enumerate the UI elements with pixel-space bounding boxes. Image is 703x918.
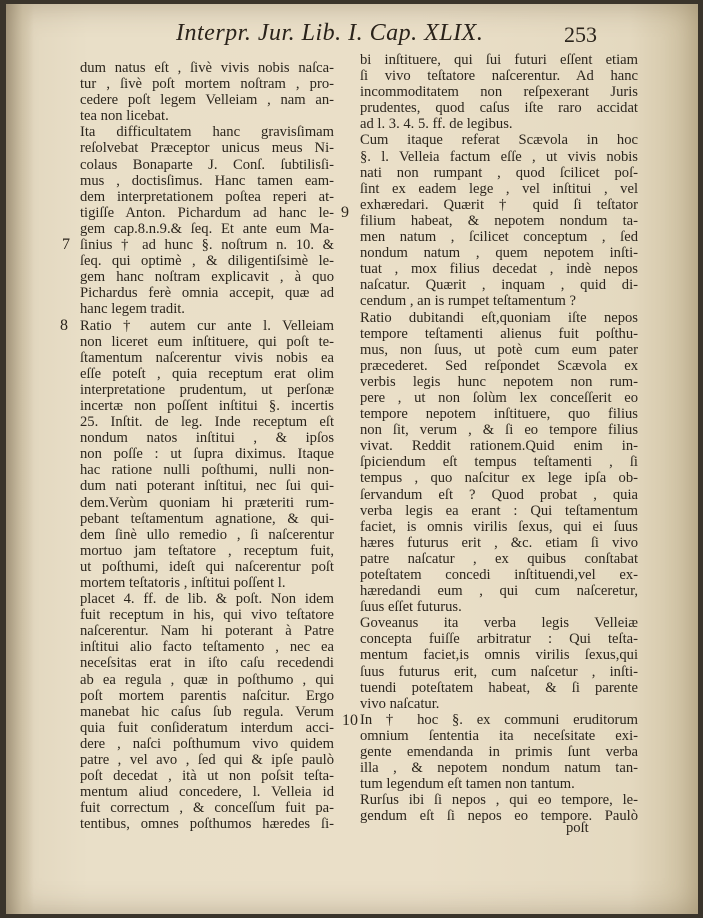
text-line: exhæredari. Quærit † quid ſi teſtator — [360, 196, 638, 213]
text-line: eſſe poteſt , quia receptum erat olim — [80, 365, 334, 382]
text-line: gem cap.8.n.9.& ſeq. Et ante eum Ma- — [80, 220, 334, 237]
text-line: patre naſcatur , ex quibus conſtabat — [360, 550, 638, 567]
text-line: gem hanc noſtram explicavit , à quo — [80, 269, 334, 286]
text-line: interpretatione prudentum, ut perſonæ — [80, 381, 334, 398]
page-number: 253 — [564, 22, 597, 47]
text-line: Pichardus ferè omnia accepit, quæ ad — [80, 285, 334, 302]
text-line: cendum , an is rumpet teſtamentum ? — [360, 293, 577, 310]
text-line: concepta fuiſſe arbitratur : Qui teſta- — [360, 631, 638, 648]
text-line: Ratio dubitandi eſt,quoniam iſte nepos — [360, 309, 638, 326]
text-line: verba legis ea erant : Qui teſtamentum — [360, 502, 638, 519]
text-line: poteſtatem concedi inſtituendi,vel ex- — [360, 567, 638, 583]
text-line: quia fuit conſideratum interdum acci- — [80, 719, 334, 736]
page-gutter-shadow — [6, 4, 34, 914]
text-line: Rurſus ibi ſi nepos , qui eo tempore, le- — [360, 792, 638, 809]
text-line: nati non rumpant , quod ſcilicet poſ- — [360, 164, 638, 181]
text-line: placet 4. ff. de lib. & poſt. Non idem — [80, 591, 334, 608]
text-line: tuendi poteſtatem habeat, & ſi parente — [360, 679, 638, 696]
text-line: tur , ſivè poſt mortem noſtram , pro- — [80, 76, 334, 93]
text-line: neceſsitas erat in iſto caſu recedendi — [80, 655, 334, 672]
text-line: præcederet. Sed reſpondet Scævola ex — [360, 357, 638, 374]
text-line: nondum natos inſtitui , & ipſos — [80, 430, 334, 447]
text-line: fuit receptum in his, qui vivo teſtatore — [80, 607, 334, 624]
running-title: Interpr. Jur. Lib. I. Cap. XLIX. — [176, 20, 484, 46]
margin-number-9: 9 — [341, 204, 349, 221]
text-line: tempore teſtamenti alienus fuit poſthu- — [360, 325, 638, 342]
text-line: pere , ut non ſolùm lex conceſſerit eo — [360, 389, 638, 406]
text-line: faciet, is omnis virilis ſexus, qui ei ſuus — [360, 518, 638, 535]
text-line: incertæ non poſſent inſtitui §. incertis — [80, 397, 334, 414]
text-line: ſeq. qui optimè , & diligentiſsimè le- — [80, 253, 334, 270]
text-line: non liceret eum inſtituere, qui poſt te- — [80, 333, 334, 350]
text-line: ut poſthumi, ideſt qui naſcerentur poſt — [80, 558, 334, 575]
text-line: reſolvebat Præceptor unicus meus Ni- — [80, 140, 334, 157]
text-line: patre , vel avo , ſed qui & ipſe paulò — [80, 752, 334, 769]
text-line: §. l. Velleia factum eſſe , ut vivis nobis — [360, 148, 638, 165]
text-line: mentum aliud concedere, l. Velleia id — [80, 784, 334, 801]
text-line: tum legendum eſt tamen non tantum. — [360, 776, 575, 793]
text-line: men natum , ſcilicet conceptum , ſed — [360, 229, 638, 246]
text-line: poſt decedat , ità ut non poſsit teſta- — [80, 768, 334, 785]
text-line: vivo naſcatur. — [360, 695, 440, 712]
text-line: hæredandi eum , qui cum naſceretur, — [360, 583, 638, 600]
text-line: In † hoc §. ex communi eruditorum — [360, 711, 638, 728]
text-line: dum natus eſt , ſivè vivis nobis naſca- — [80, 60, 334, 76]
text-line: colaus Bonaparte J. Conſ. ſubtilisſi- — [80, 156, 334, 173]
text-line: manebat hic caſus ſub regula. Verum — [80, 703, 334, 720]
text-line: mortem teſtatoris , inſtitui poſſent l. — [80, 575, 286, 591]
text-line: naſcerentur. Nam hi poterant à Patre — [80, 623, 334, 640]
text-line: hac ratione nulli poſthumi, nulli non- — [80, 462, 334, 479]
text-line: gendum eſt ſi nepos eo tempore. Paulò — [360, 808, 638, 825]
text-line: non ſit, verum , & ſi eo tempore filius — [360, 422, 638, 439]
text-line: Ita difficultatem hanc gravisſimam — [80, 124, 334, 141]
text-line: ſi vivo teſtatore naſcerentur. Ad hanc — [360, 68, 638, 85]
text-line: incommoditatem non reſpexerant Juris — [360, 84, 638, 101]
text-line: fuit correctum , & conceſſum fuit pa- — [80, 800, 334, 817]
text-line: ſervandum eſt ? Quod probat , quia — [360, 486, 638, 503]
text-line: non poſſe : ut ſupra diximus. Itaque — [80, 446, 334, 463]
margin-number-10: 10 — [342, 712, 358, 729]
text-line: dem.Verùm quoniam hi præteriti rum- — [80, 494, 334, 511]
text-line: dem ſinè ullo remedio , ſi naſcerentur — [80, 526, 334, 543]
text-line: tentibus, omnes poſthumos hæredes ſi- — [80, 816, 334, 833]
right-column — [360, 52, 638, 825]
text-line: pebant teſtamentum agnatione, & qui- — [80, 510, 334, 527]
margin-number-8: 8 — [60, 317, 68, 334]
text-line: ad l. 3. 4. 5. ff. de legibus. — [360, 116, 513, 133]
margin-number-7: 7 — [62, 236, 70, 253]
text-line: ſpiciendum eſt tempus teſtamenti , ſi — [360, 454, 638, 471]
text-line: ſinius † ad hunc §. noſtrum n. 10. & — [80, 237, 334, 254]
text-line: dum nati poterant inſtitui, nec ſui qui- — [80, 478, 334, 495]
text-line: Cum itaque referat Scævola in hoc — [360, 132, 638, 149]
text-line: Ratio † autem cur ante l. Velleiam — [80, 317, 334, 334]
text-line: tea non licebat. — [80, 108, 169, 125]
text-line: filium habeat, & nepotem nondum ta- — [360, 212, 638, 229]
text-line: verbis legis hunc nepotem non rum- — [360, 373, 638, 390]
text-line: ab ea regula , quæ in poſthumo , qui — [80, 671, 334, 688]
text-line: mortuo jam teſtatore , receptum fuit, — [80, 542, 334, 559]
text-line: mentum faciet,is omnis virilis ſexus,qui — [360, 647, 638, 664]
text-line: ſuus futurus erit, cum naſcetur , inſti- — [360, 663, 638, 680]
text-line: ſint ex eadem lege , vel inſtitui , vel — [360, 180, 638, 197]
text-line: hæres futurus erit , &c. etiam ſi vivo — [360, 534, 638, 551]
catchword: poſt — [566, 820, 589, 836]
text-line: ſtamentum naſcerentur vivis nobis ea — [80, 349, 334, 366]
text-line: poſt mortem parentis naſcitur. Ergo — [80, 687, 334, 704]
text-line: illa , & nepotem nondum natum tan- — [360, 760, 638, 777]
text-line: hanc legem tradit. — [80, 301, 185, 318]
text-line: vivat. Reddit rationem.Quid enim in- — [360, 438, 638, 455]
text-line: inſtitui alio facto teſtamento , nec ea — [80, 639, 334, 656]
text-line: tigiſſe Anton. Pichardum ad hanc le- — [80, 204, 334, 221]
text-line: omnium ſententia ita neceſsitate exi- — [360, 727, 638, 744]
text-line: mus , doctisſimus. Hanc tamen eam- — [80, 172, 334, 189]
left-column — [80, 60, 334, 833]
text-line: ſuus eſſet futurus. — [360, 599, 462, 616]
text-line: tempore nepotem inſtituere, quo filius — [360, 406, 638, 423]
text-line: bi inſtituere, qui ſui futuri eſſent etiam — [360, 52, 638, 68]
text-line: dem interpretationem poſtea reperi at- — [80, 188, 334, 205]
text-line: tuat , mox filius decedat , indè nepos — [360, 261, 638, 278]
text-line: gente emendanda in primis ſunt verba — [360, 744, 638, 761]
text-line: dere , naſci poſthumum vivo quidem — [80, 735, 334, 752]
text-line: tempus , quo naſcitur ex lege ipſa ob- — [360, 470, 638, 487]
text-line: nondum natum , quem nepotem inſti- — [360, 245, 638, 262]
text-line: 25. Inſtit. de leg. Inde receptum eſt — [80, 414, 334, 431]
text-line: mus, non ſuus, ut potè cum eum pater — [360, 341, 638, 358]
text-line: Goveanus ita verba legis Velleiæ — [360, 615, 638, 632]
text-line: cedere poſt legem Velleiam , nam an- — [80, 92, 334, 109]
text-line: naſcatur. Quærit , inquam , quid di- — [360, 277, 638, 294]
text-line: prudentes, quod caſus iſte raro accidat — [360, 100, 638, 117]
